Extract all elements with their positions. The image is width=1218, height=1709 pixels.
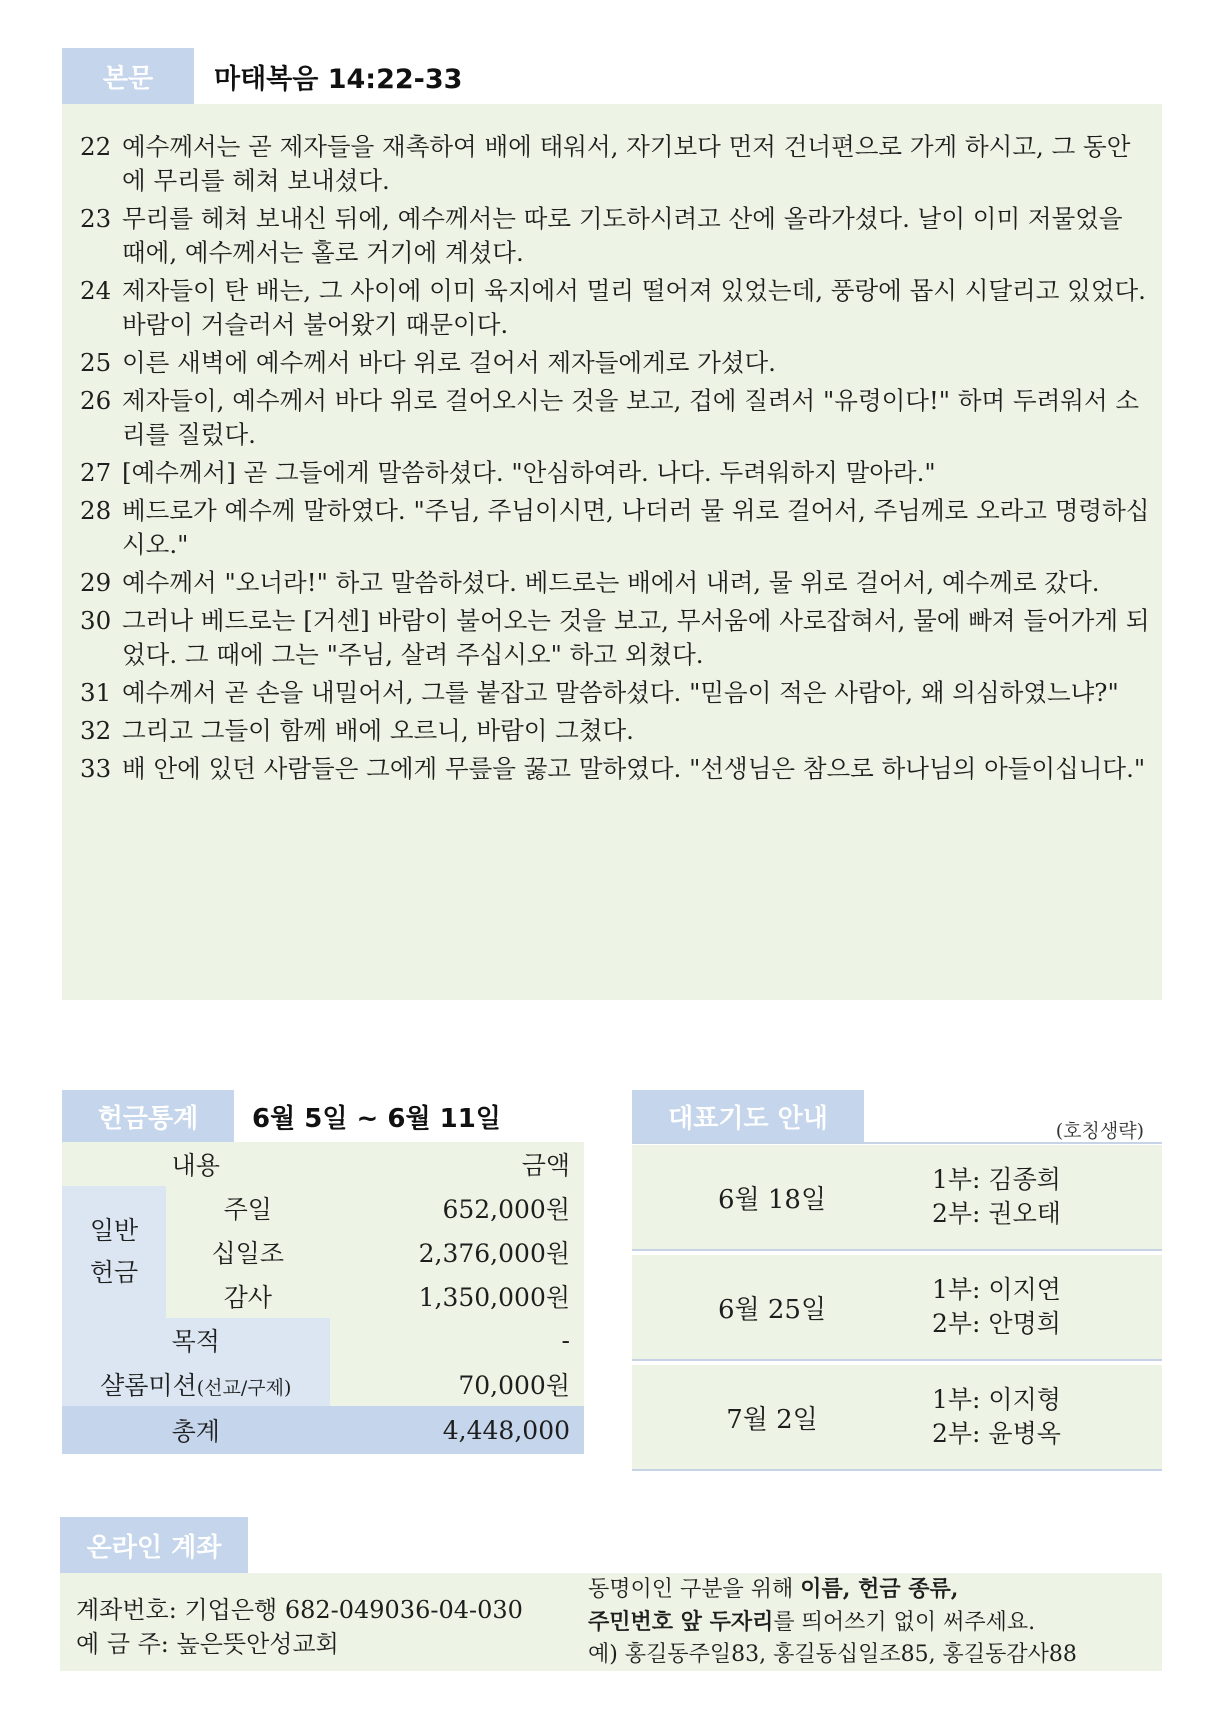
col-amount-header: 금액 (330, 1142, 584, 1186)
scripture-tag: 본문 (62, 48, 194, 104)
offering-item-amount: 2,376,000원 (330, 1230, 584, 1274)
verse-text: 제자들이, 예수께서 바다 위로 걸어오시는 것을 보고, 겁에 질려서 "유령이다!" 하며 두려워서 소리를 질렀다. (122, 386, 1140, 449)
verse (80, 384, 1150, 452)
prayer-names (912, 1383, 1061, 1451)
verse-text: 예수께서는 곧 제자들을 재촉하여 배에 태워서, 자기보다 먼저 건너편으로 가게 하시고, 그 동안에 무리를 헤쳐 보내셨다. (122, 132, 1131, 195)
verse-text: 배 안에 있던 사람들은 그에게 무릎을 꿇고 말하였다. "선생님은 참으로 하나님의 아들이십니다." (122, 754, 1146, 783)
scripture-header (62, 48, 1162, 106)
prayer-second-service: 2부: 윤병옥 (932, 1419, 1061, 1448)
purpose-label: 목적 (62, 1318, 330, 1362)
verse-number: 24 (80, 276, 112, 305)
total-row (62, 1406, 584, 1454)
verse-text: 예수께서 곧 손을 내밀어서, 그를 붙잡고 말씀하셨다. "믿음이 적은 사람아, 왜 의심하였느냐?" (122, 678, 1119, 707)
verse (80, 752, 1150, 786)
total-label: 총계 (62, 1406, 330, 1454)
verse-number: 25 (80, 348, 112, 377)
verse-list (80, 130, 1150, 790)
prayer-row (632, 1145, 1162, 1251)
verse-number: 33 (80, 754, 112, 783)
verse (80, 456, 1150, 490)
prayer-first-service: 1부: 김종희 (932, 1165, 1061, 1194)
prayer-date: 7월 2일 (726, 1404, 818, 1435)
prayer-names (912, 1163, 1061, 1231)
note-example: 예) 홍길동주일83, 홍길동십일조85, 홍길동감사88 (588, 1642, 1077, 1667)
col-content-header: 내용 (62, 1142, 330, 1186)
online-account-tag: 온라인 계좌 (60, 1517, 248, 1573)
prayer-row (632, 1255, 1162, 1361)
verse-number: 32 (80, 716, 112, 745)
account-info (76, 1593, 523, 1661)
verse-number: 29 (80, 568, 112, 597)
verse-text: [예수께서] 곧 그들에게 말씀하셨다. "안심하여라. 나다. 두려워하지 말아라." (122, 458, 936, 487)
offering-item-amount: 652,000원 (330, 1186, 584, 1230)
note-text: 를 띄어쓰기 없이 써주세요. (773, 1610, 1036, 1635)
offering-item-amount: 1,350,000원 (330, 1274, 584, 1318)
prayer-first-service: 1부: 이지연 (932, 1275, 1061, 1304)
scripture-body (62, 104, 1162, 1000)
verse (80, 202, 1150, 270)
mission-label-cell (62, 1362, 330, 1406)
prayer-schedule (632, 1145, 1162, 1471)
mission-label: 샬롬미션 (100, 1371, 197, 1400)
table-row (62, 1186, 584, 1230)
prayer-date: 6월 18일 (717, 1184, 827, 1215)
verse (80, 494, 1150, 562)
table-row (62, 1318, 584, 1362)
note-bold-text: 이름, 헌금 종류, (800, 1576, 959, 1602)
offering-item-label: 감사 (166, 1274, 330, 1318)
verse-number: 31 (80, 678, 112, 707)
verse-text: 그리고 그들이 함께 배에 오르니, 바람이 그쳤다. (122, 716, 634, 745)
verse-number: 26 (80, 386, 112, 415)
account-holder: 예 금 주: 높은뜻안성교회 (76, 1630, 339, 1658)
mission-amount: 70,000원 (330, 1362, 584, 1406)
scripture-reference: 마태복음 14:22-33 (214, 63, 463, 95)
total-amount: 4,448,000 (330, 1406, 584, 1454)
offering-header (62, 1090, 584, 1144)
verse (80, 676, 1150, 710)
prayer-tag: 대표기도 안내 (632, 1090, 864, 1142)
verse-text: 이른 새벽에 예수께서 바다 위로 걸어서 제자들에게로 가셨다. (122, 348, 776, 377)
verse-number: 23 (80, 204, 112, 233)
prayer-names (912, 1273, 1061, 1341)
verse-number: 28 (80, 496, 112, 525)
verse-number: 30 (80, 606, 112, 635)
verse (80, 714, 1150, 748)
table-row (62, 1362, 584, 1406)
offering-period: 6월 5일 ~ 6월 11일 (252, 1103, 501, 1134)
verse-text: 예수께서 "오너라!" 하고 말씀하셨다. 베드로는 배에서 내려, 물 위로 걸어서, 예수께로 갔다. (122, 568, 1100, 597)
offering-table (62, 1142, 584, 1454)
prayer-note: (호칭생략) (1055, 1120, 1144, 1142)
general-label-line2: 헌금 (89, 1258, 139, 1287)
prayer-first-service: 1부: 이지형 (932, 1385, 1061, 1414)
general-offering-label (62, 1186, 166, 1318)
prayer-row (632, 1365, 1162, 1471)
online-account-body (60, 1573, 1162, 1671)
verse (80, 566, 1150, 600)
offering-item-label: 주일 (166, 1186, 330, 1230)
prayer-second-service: 2부: 안명희 (932, 1309, 1061, 1338)
verse-number: 27 (80, 458, 112, 487)
verse-text: 제자들이 탄 배는, 그 사이에 이미 육지에서 멀리 떨어져 있었는데, 풍랑에 몹시 시달리고 있었다. 바람이 거슬러서 불어왔기 때문이다. (122, 276, 1146, 339)
verse-text: 그러나 베드로는 [거센] 바람이 불어오는 것을 보고, 무서움에 사로잡혀서, 물에 빠져 들어가게 되었다. 그 때에 그는 "주님, 살려 주십시오" 하고 외쳤다. (122, 606, 1150, 669)
verse-text: 베드로가 예수께 말하였다. "주님, 주님이시면, 나더러 물 위로 걸어서, 주님께로 오라고 명령하십시오." (122, 496, 1150, 559)
note-line-1 (588, 1573, 1077, 1606)
prayer-date: 6월 25일 (717, 1294, 827, 1325)
prayer-second-service: 2부: 권오태 (932, 1199, 1061, 1228)
note-text: 동명이인 구분을 위해 (588, 1577, 801, 1602)
purpose-amount: - (330, 1318, 584, 1362)
general-label-line1: 일반 (89, 1216, 139, 1245)
offering-tag: 헌금통계 (62, 1090, 234, 1142)
table-header-row (62, 1142, 584, 1186)
verse-number: 22 (80, 132, 112, 161)
verse (80, 274, 1150, 342)
verse (80, 346, 1150, 380)
verse (80, 604, 1150, 672)
note-bold-text: 주민번호 앞 두자리 (588, 1609, 774, 1635)
account-number: 계좌번호: 기업은행 682-049036-04-030 (76, 1596, 523, 1624)
offering-item-label: 십일조 (166, 1230, 330, 1274)
online-account-header (60, 1517, 1162, 1575)
note-line-2 (588, 1606, 1077, 1639)
verse-text: 무리를 헤쳐 보내신 뒤에, 예수께서는 따로 기도하시려고 산에 올라가셨다. 날이 이미 저물었을 때에, 예수께서는 홀로 거기에 계셨다. (122, 204, 1123, 267)
deposit-note (588, 1573, 1077, 1671)
prayer-header (632, 1090, 1162, 1144)
verse (80, 130, 1150, 198)
mission-sublabel: (선교/구제) (196, 1377, 292, 1399)
